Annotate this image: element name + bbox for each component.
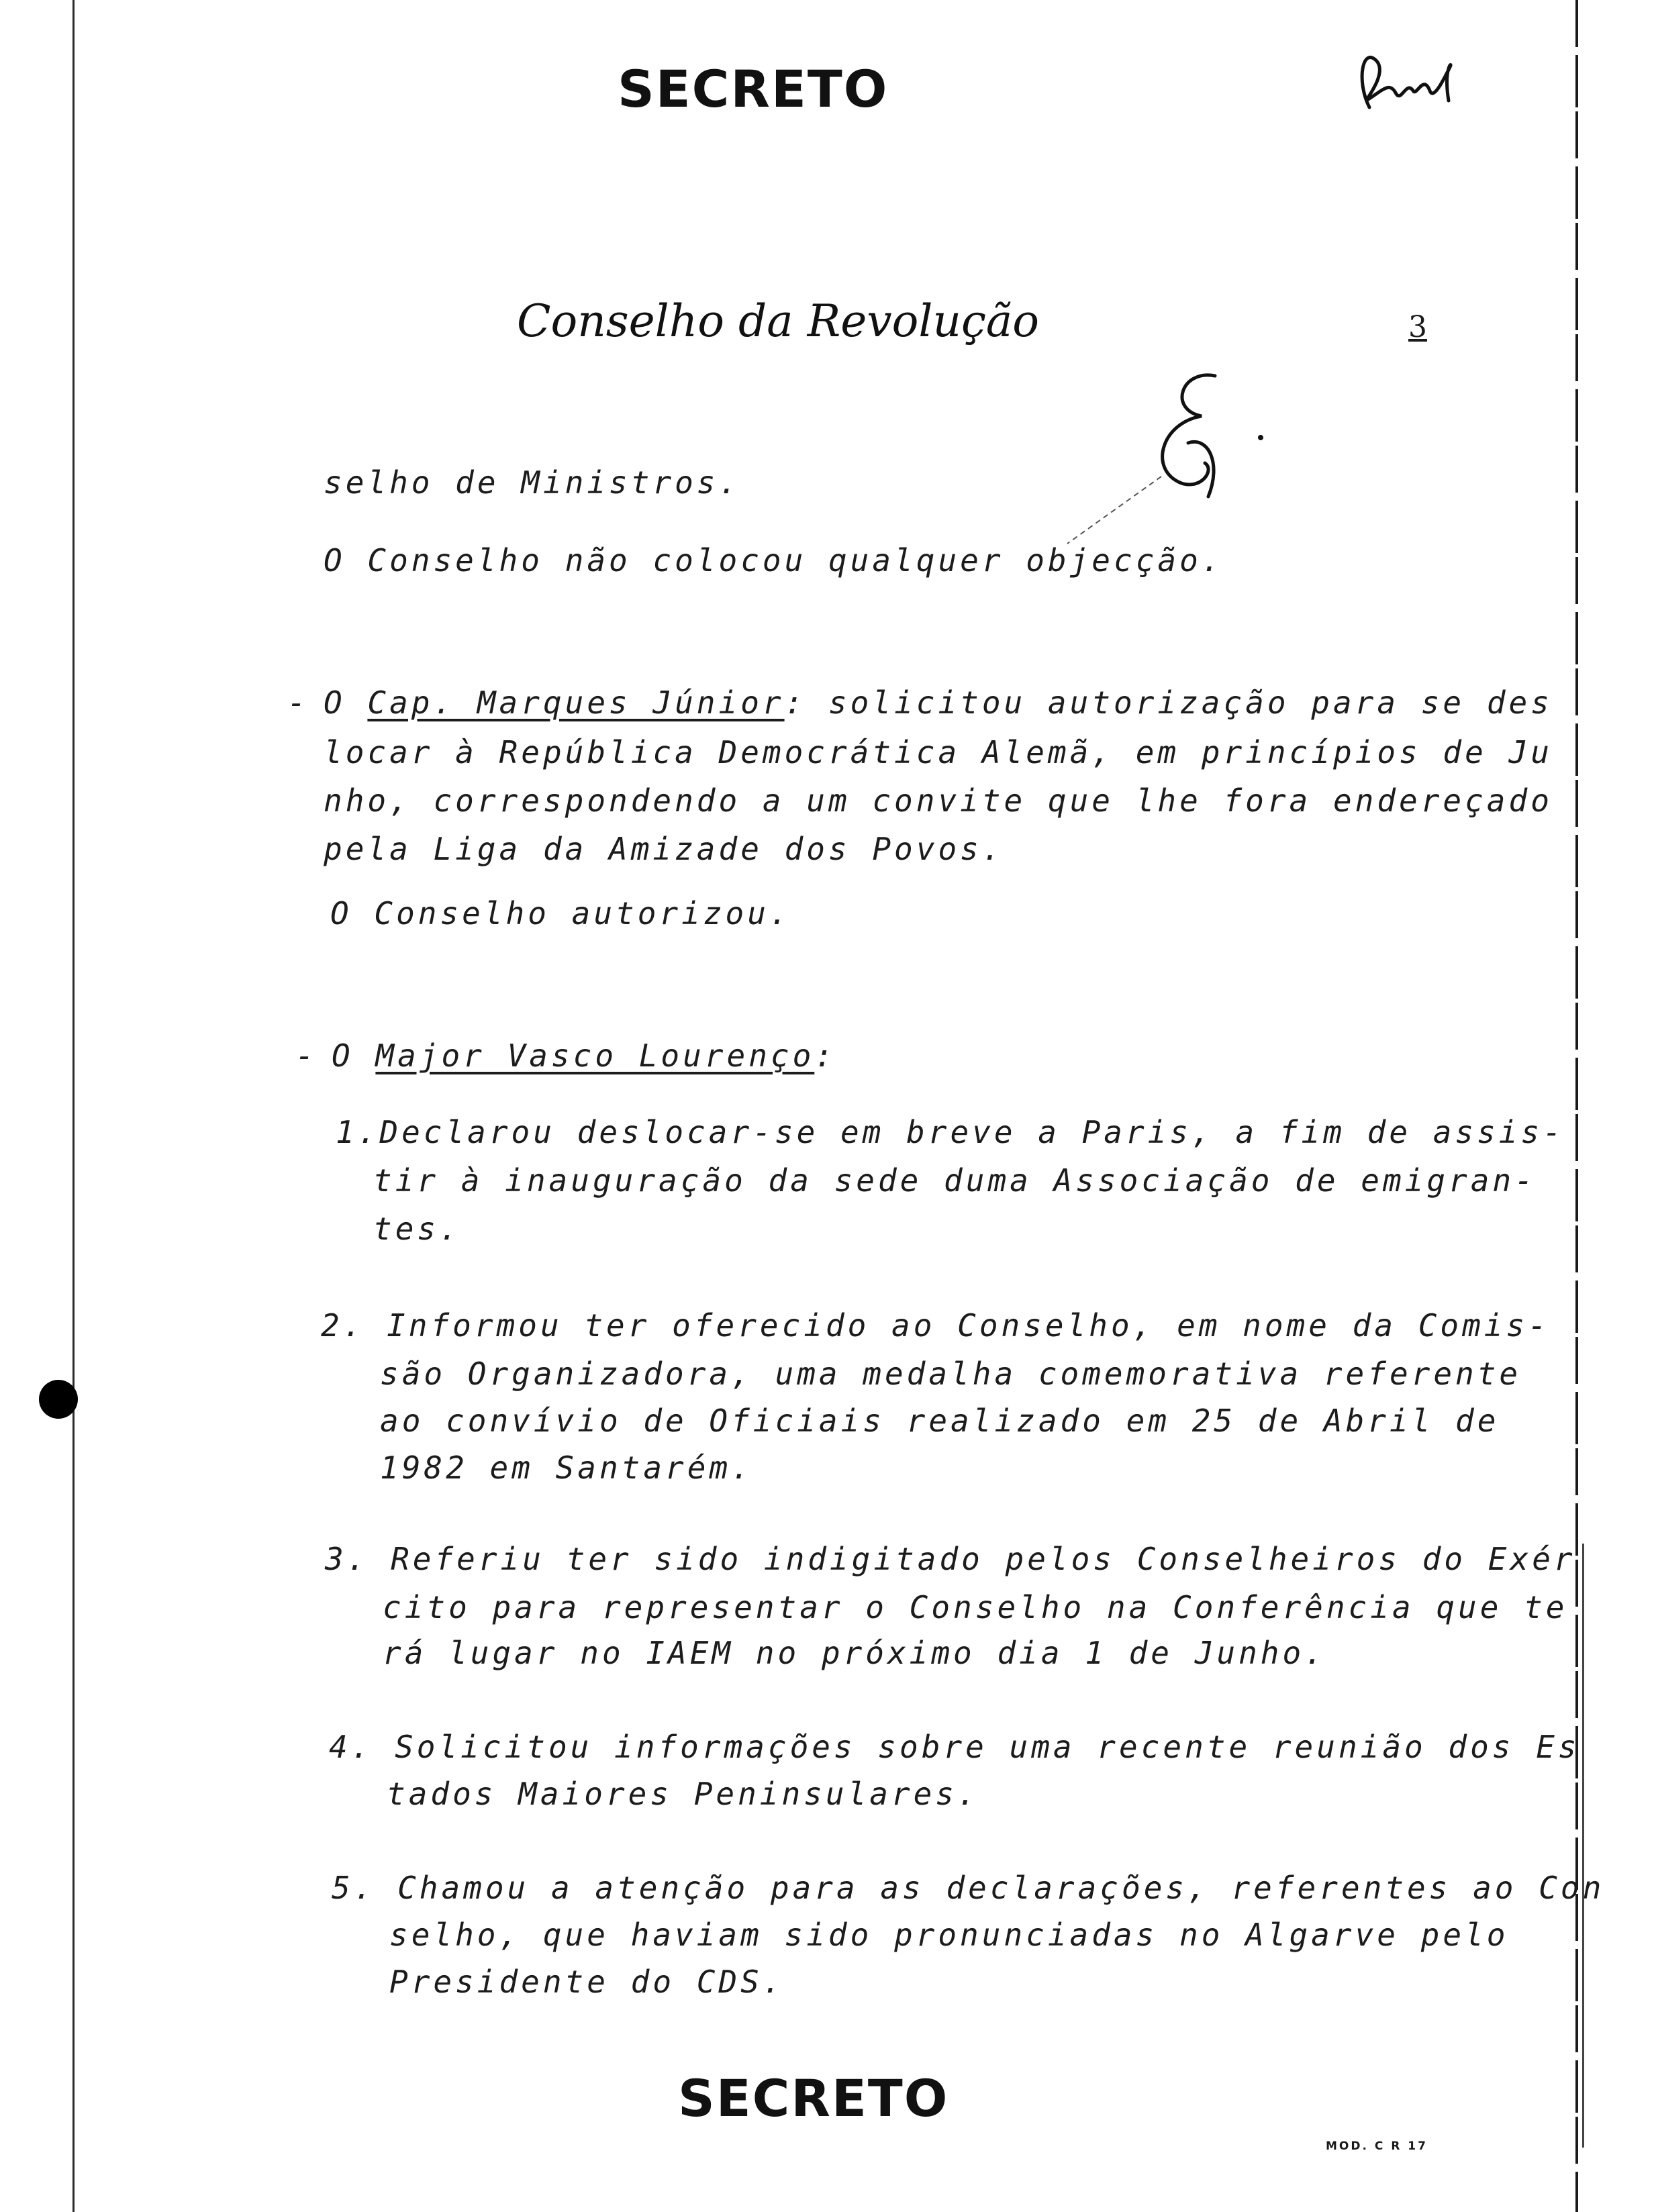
point-1-line3: tes. [373, 1211, 461, 1247]
point-2-line4: 1982 em Santarém. [380, 1450, 753, 1486]
list-item-dash: - [295, 1038, 318, 1074]
paragraph-vasco-heading [332, 1038, 836, 1074]
decision-line: O Conselho autorizou. [330, 895, 791, 932]
form-code: MOD. C R 17 [1326, 2140, 1428, 2153]
page-number: 3 [1408, 310, 1427, 344]
handwritten-initials [1349, 27, 1463, 128]
letterhead-title: Conselho da Revolução [517, 295, 1040, 347]
text-line: selho de Ministros. [324, 464, 741, 501]
handwritten-rubric [1047, 362, 1289, 550]
point-3-line2: cito para representar o Conselho na Conferência que te [383, 1589, 1568, 1625]
page-left-edge [72, 0, 75, 2212]
text-line: pela Liga da Amizade dos Povos. [324, 831, 1004, 867]
point-5-line2: selho, que haviam sido pronunciadas no Algarve pelo [389, 1917, 1509, 1953]
footer-classification: SECRETO [678, 2068, 949, 2128]
person-name: Major Vasco Lourenço [375, 1038, 815, 1074]
point-4-line2: tados Maiores Peninsulares. [387, 1776, 979, 1812]
text-line: locar à República Democrática Alemã, em princípios de Ju [324, 734, 1553, 770]
text-segment: O [324, 685, 368, 721]
text-segment: : [814, 1038, 836, 1074]
header-classification: SECRETO [618, 59, 889, 119]
person-name: Cap. Marques Júnior [367, 685, 785, 721]
point-5-line3: Presidente do CDS. [389, 1964, 785, 2000]
list-item-dash: - [287, 685, 309, 721]
text-line: nho, correspondendo a um convite que lhe fora endereçado [324, 783, 1553, 819]
punch-hole [39, 1380, 78, 1419]
point-5-line1: 5. Chamou a atenção para as declarações, referentes ao Con [332, 1870, 1605, 1906]
paragraph-marques-line1 [324, 685, 1553, 721]
point-2-line3: ao convívio de Oficiais realizado em 25 de Abril de [380, 1403, 1500, 1439]
point-3-line1: 3. Referiu ter sido indigitado pelos Conselheiros do Exér [325, 1541, 1576, 1577]
text-segment: : solicitou autorização para se des [784, 685, 1553, 721]
point-1-line2: tir à inauguração da sede duma Associação de emigran- [373, 1162, 1537, 1199]
page-right-edge-shadow [1582, 1544, 1584, 2148]
point-1-line1: 1.Declarou deslocar-se em breve a Paris, a fim de assis- [336, 1114, 1565, 1150]
point-2-line1: 2. Informou ter oferecido ao Conselho, em nome da Comis- [321, 1307, 1550, 1344]
text-line: O Conselho não colocou qualquer objecção. [324, 542, 1224, 579]
text-segment: O [332, 1038, 376, 1074]
point-4-line1: 4. Solicitou informações sobre uma recente reunião dos Es [329, 1729, 1580, 1765]
point-3-line3: rá lugar no IAEM no próximo dia 1 de Junho. [383, 1635, 1326, 1671]
point-2-line2: são Organizadora, uma medalha comemorativa referente [380, 1356, 1522, 1392]
